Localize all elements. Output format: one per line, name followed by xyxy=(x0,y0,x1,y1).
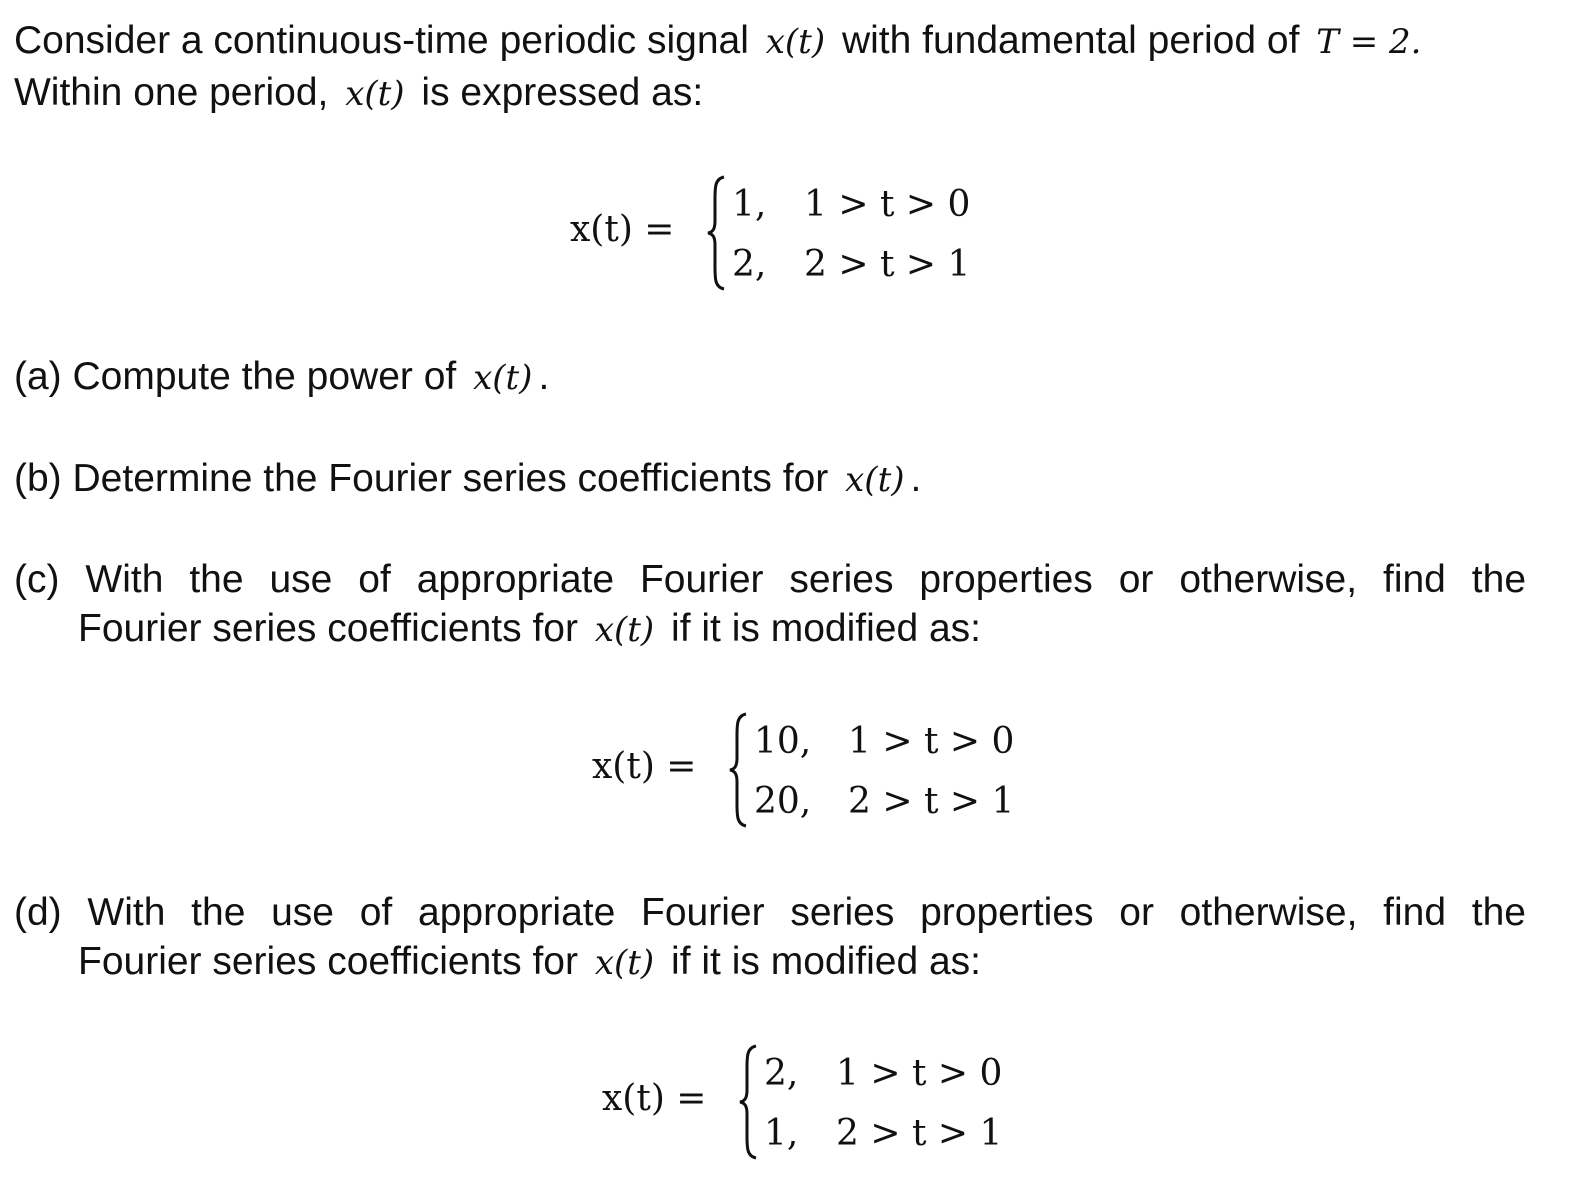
case-row xyxy=(754,772,1014,832)
part-a-text: Compute the power of xyxy=(72,355,457,398)
equation-lhs: x(t) = xyxy=(602,1078,707,1119)
cases xyxy=(764,1044,1002,1164)
intro-text: Consider a continuous-time periodic signal xyxy=(14,19,749,62)
intro-period-text: with fundamental period of xyxy=(841,19,1300,62)
case-condition: 2 > t > 1 xyxy=(848,781,1015,822)
cases xyxy=(732,175,970,295)
case-value: 10, xyxy=(754,721,812,762)
signal-symbol: x(t) xyxy=(473,358,533,398)
part-b-text: Determine the Fourier series coefficients for xyxy=(72,457,829,500)
case-condition: 1 > t > 0 xyxy=(836,1053,1003,1094)
part-a-label: (a) xyxy=(14,355,62,398)
equation-lhs: x(t) = xyxy=(592,746,697,787)
left-brace-icon xyxy=(706,175,726,291)
case-value: 2, xyxy=(732,244,767,285)
case-row xyxy=(732,235,970,295)
case-value: 2, xyxy=(764,1053,799,1094)
part-d-text: With the use of appropriate Fourier series properties or otherwise, find the xyxy=(87,891,1526,934)
case-row xyxy=(764,1044,1002,1104)
part-b xyxy=(14,454,921,505)
part-b-label: (b) xyxy=(14,457,62,500)
case-value: 1, xyxy=(732,184,767,225)
intro-text-2: Within one period, xyxy=(14,71,329,114)
equation-lhs: x(t) = xyxy=(570,209,675,250)
left-brace-icon xyxy=(738,1044,758,1160)
part-d-text-2: Fourier series coefficients for xyxy=(78,940,578,983)
part-a xyxy=(14,352,549,403)
signal-symbol: x(t) xyxy=(765,22,826,62)
part-d-text-3: if it is modified as: xyxy=(671,940,981,983)
signal-symbol: x(t) xyxy=(594,610,655,650)
part-c-text-3: if it is modified as: xyxy=(671,607,981,650)
signal-symbol: x(t) xyxy=(845,460,905,500)
part-c-label: (c) xyxy=(14,558,60,601)
signal-symbol: x(t) xyxy=(594,943,655,983)
case-condition: 2 > t > 1 xyxy=(836,1113,1003,1154)
intro-line-1 xyxy=(14,16,1427,67)
period-expression: T = 2. xyxy=(1316,22,1422,62)
case-row xyxy=(764,1104,1002,1164)
case-value: 1, xyxy=(764,1113,799,1154)
part-c-line-2 xyxy=(78,604,981,655)
case-condition: 1 > t > 0 xyxy=(804,184,971,225)
intro-line-2 xyxy=(14,68,703,119)
part-c-text-2: Fourier series coefficients for xyxy=(78,607,578,650)
intro-text-3: is expressed as: xyxy=(421,71,704,114)
signal-symbol: x(t) xyxy=(345,74,405,114)
case-row xyxy=(732,175,970,235)
case-value: 20, xyxy=(754,781,812,822)
cases xyxy=(754,712,1014,832)
left-brace-icon xyxy=(728,712,748,828)
part-a-end: . xyxy=(538,355,550,398)
part-d-line-2 xyxy=(78,937,981,988)
part-c-text: With the use of appropriate Fourier series properties or otherwise, find the xyxy=(85,558,1527,601)
case-condition: 1 > t > 0 xyxy=(848,721,1015,762)
part-b-end: . xyxy=(910,457,922,500)
part-d-line-1 xyxy=(14,888,1526,938)
part-d-label: (d) xyxy=(14,891,62,934)
case-row xyxy=(754,712,1014,772)
case-condition: 2 > t > 1 xyxy=(804,244,971,285)
part-c-line-1 xyxy=(14,555,1526,605)
